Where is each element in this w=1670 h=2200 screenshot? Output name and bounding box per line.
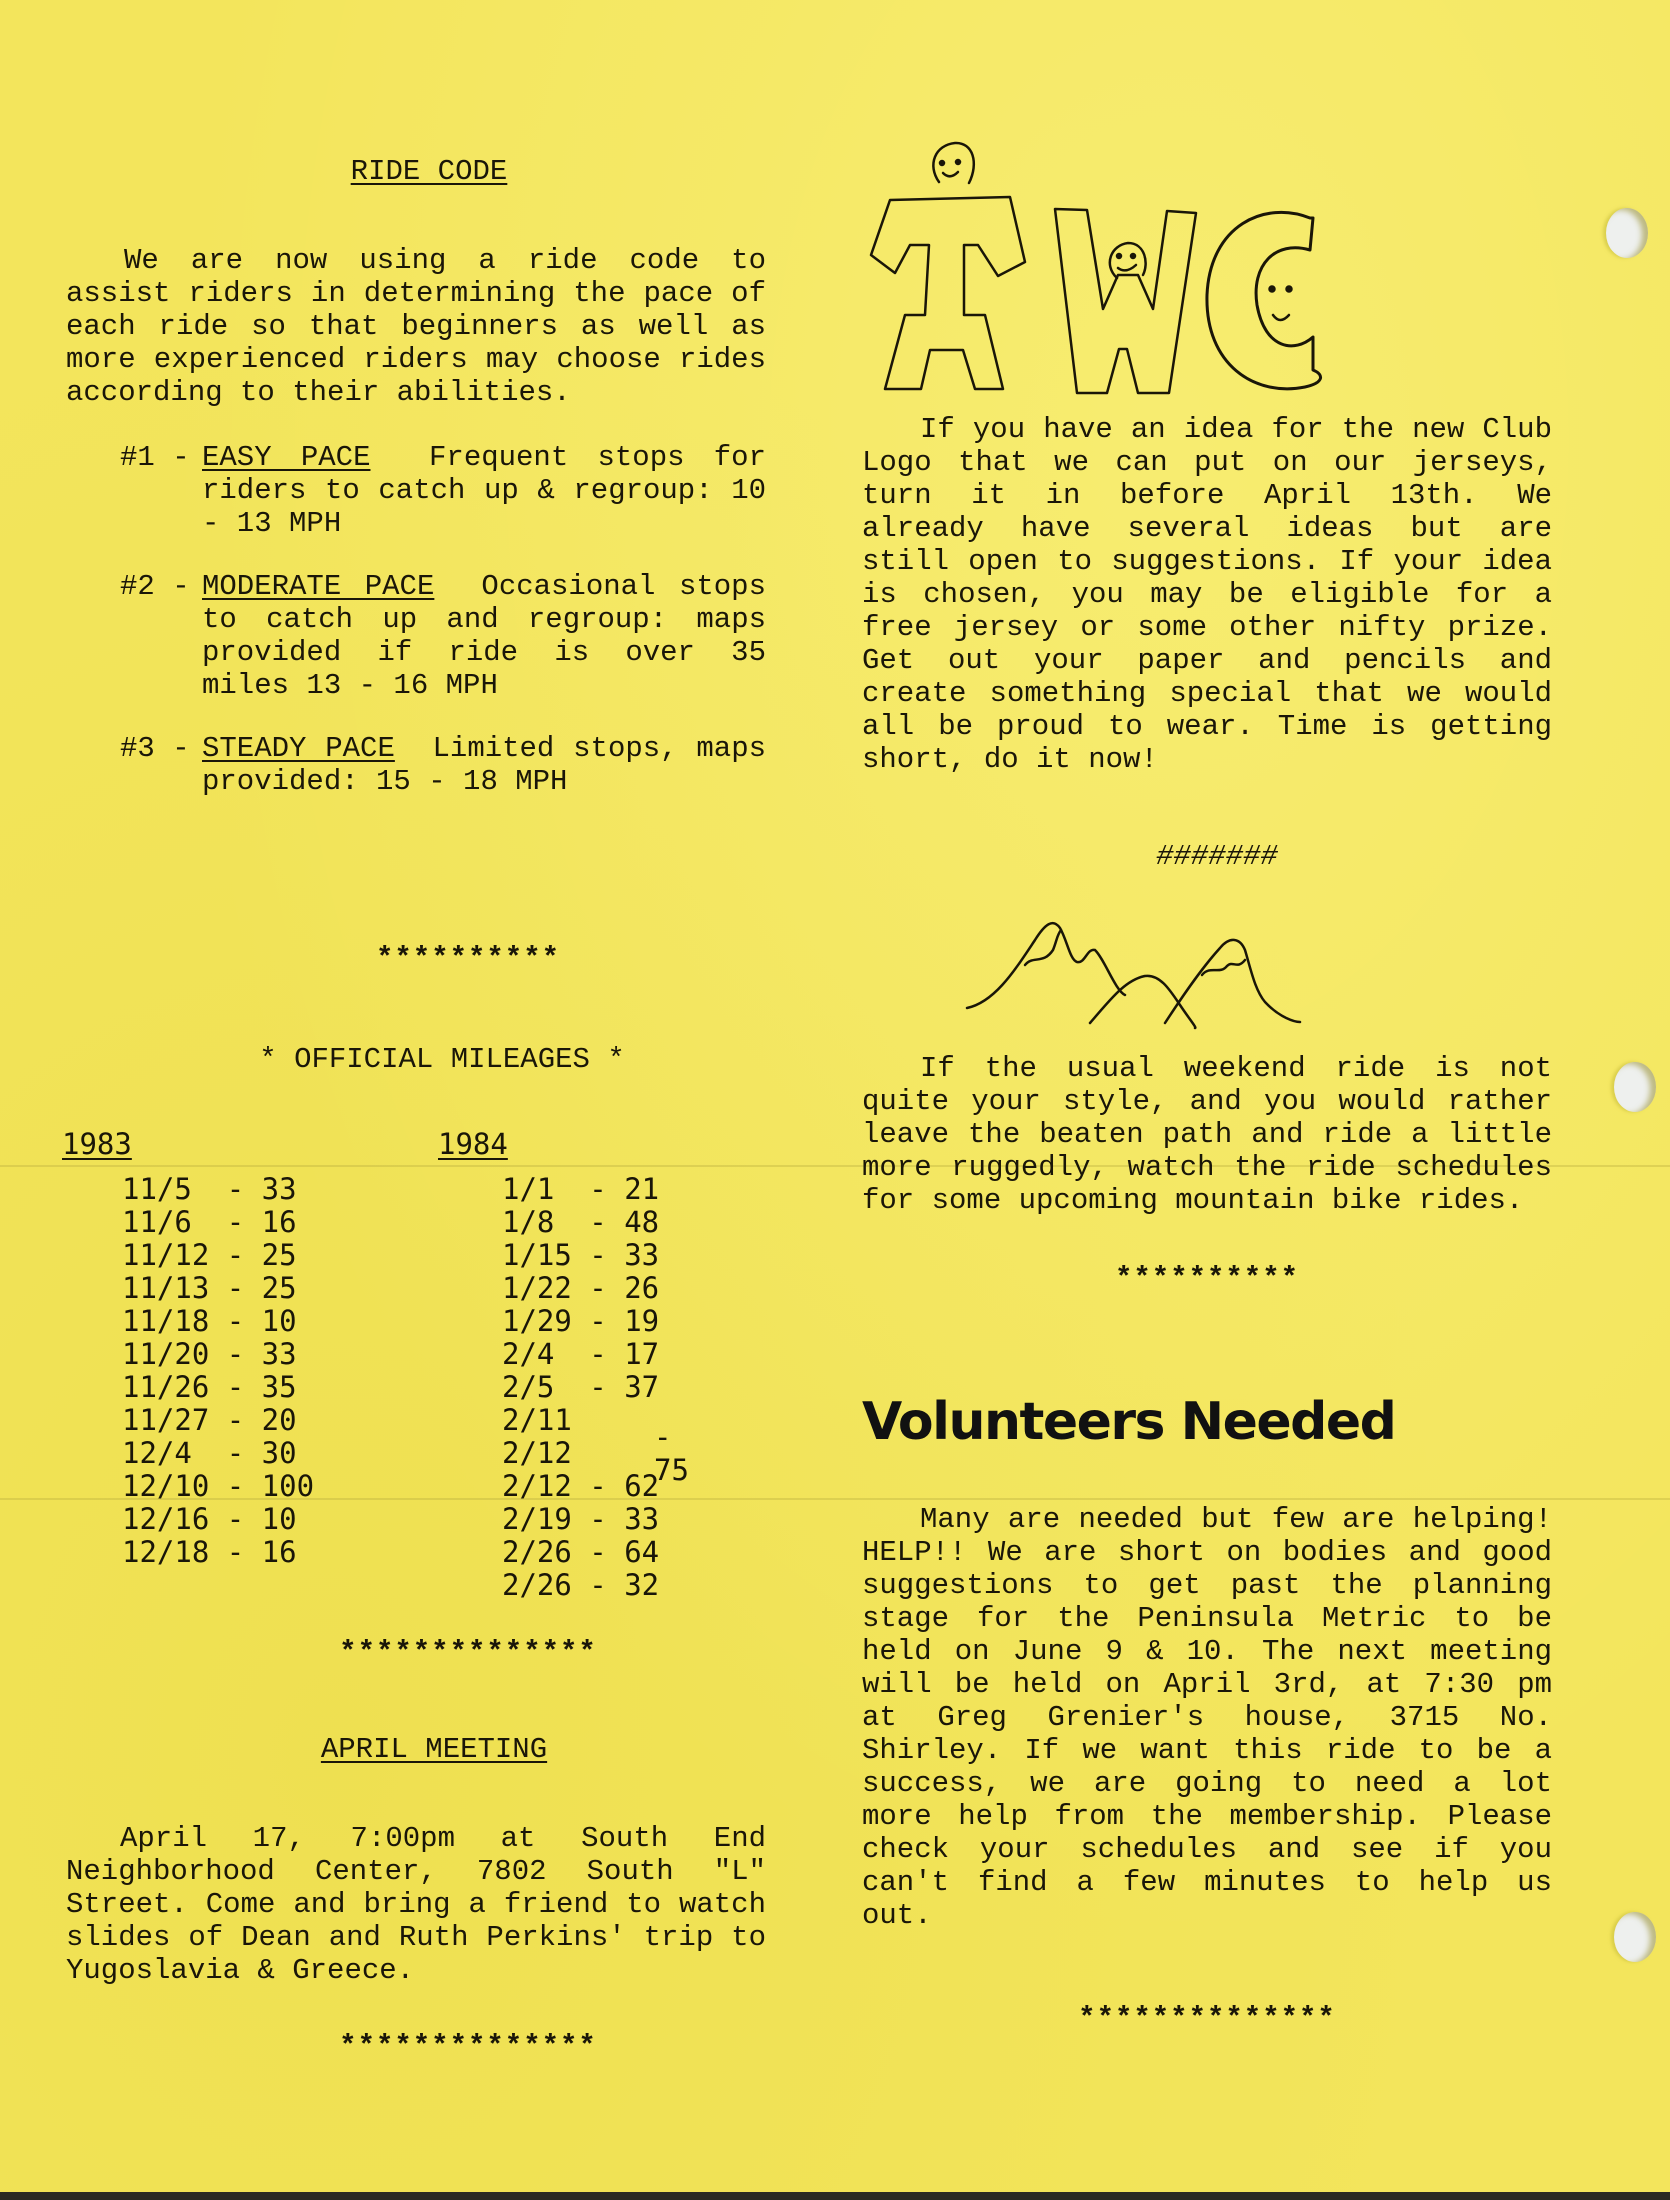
ride-code-title: RIDE CODE: [350, 155, 508, 188]
ride-code-section: [66, 155, 766, 828]
ride-code-number: #1 -: [120, 441, 190, 474]
mileage-row: 1/1 - 21: [502, 1172, 660, 1206]
ride-code-description: Occasional stops to catch up and regroup: maps provided if ride is over 35 miles 13 - 16 MPH: [202, 570, 766, 702]
separator-hashes: #######: [1156, 840, 1278, 873]
ride-code-name: EASY PACE: [202, 441, 371, 474]
mileage-row: 1/29 - 19: [502, 1304, 660, 1338]
mileages-year-1983: 1983: [62, 1127, 132, 1161]
mileage-row: 12/4 - 30: [122, 1436, 297, 1470]
separator-stars: **********: [1114, 1262, 1300, 1295]
separator-stars: **************: [1078, 2002, 1336, 2035]
ride-code-item: [66, 570, 766, 702]
twc-smiley-logo-icon: [855, 125, 1555, 405]
mileage-row: 11/13 - 25: [122, 1271, 297, 1305]
mileage-row: 11/20 - 33: [122, 1337, 297, 1371]
punch-hole-icon: [1606, 208, 1648, 258]
mileage-row: 11/26 - 35: [122, 1370, 297, 1404]
mileages-year-1984: 1984: [438, 1127, 508, 1161]
mountains-icon: [965, 910, 1325, 1030]
ride-code-description: Frequent stops for riders to catch up & regroup: 10 - 13 MPH: [202, 441, 766, 540]
mileage-row: 11/6 - 16: [122, 1205, 297, 1239]
mileage-row: 2/12: [502, 1436, 572, 1470]
mileage-row: 12/16 - 10: [122, 1502, 297, 1536]
mileage-combined-value: - 75: [654, 1420, 689, 1487]
ride-code-name: MODERATE PACE: [202, 570, 435, 603]
official-mileages-title: * OFFICIAL MILEAGES *: [259, 1043, 625, 1076]
separator-stars: **************: [339, 2030, 597, 2063]
mileage-row: 11/18 - 10: [122, 1304, 297, 1338]
mileage-row: 2/11: [502, 1403, 572, 1437]
volunteers-needed-heading: Volunteers Needed: [862, 1392, 1396, 1452]
mileage-row: 1/15 - 33: [502, 1238, 660, 1272]
mileage-row: 2/4 - 17: [502, 1337, 660, 1371]
mileage-row: 2/26 - 64: [502, 1535, 660, 1569]
ride-code-name: STEADY PACE: [202, 732, 395, 765]
april-meeting-body: April 17, 7:00pm at South End Neighborhood Center, 7802 South "L" Street. Come and bring a friend to watch slides of Dean and Ruth Perkins' trip to Yugoslavia & Greece.: [66, 1822, 766, 1987]
punch-hole-icon: [1614, 1062, 1656, 1112]
mileage-row: 12/10 - 100: [122, 1469, 315, 1503]
separator-stars: **************: [339, 1636, 597, 1669]
ride-code-item: [66, 441, 766, 540]
mileages-1984-list: [438, 1127, 689, 1602]
club-logo-notice-body: If you have an idea for the new Club Logo that we can put on our jerseys, turn it in before April 13th. We already have several ideas but are still open to suggestions. If your idea is chosen, you may be eligible for a free jersey or some other nifty prize. Get out your paper and pencils and create something special that we would all be proud to wear. Time is getting short, do it now!: [862, 413, 1552, 776]
mileage-row: 1/22 - 26: [502, 1271, 660, 1305]
april-meeting-title: APRIL MEETING: [320, 1733, 548, 1766]
mileage-row: 1/8 - 48: [502, 1205, 660, 1239]
ride-code-number: #3 -: [120, 732, 190, 765]
ride-code-item: [66, 732, 766, 798]
mileage-row: 11/5 - 33: [122, 1172, 297, 1206]
mileages-1983-list: [62, 1128, 314, 1569]
mileage-row: 2/26 - 32: [502, 1568, 660, 1602]
mileage-row: 11/12 - 25: [122, 1238, 297, 1272]
ride-code-intro: We are now using a ride code to assist riders in determining the pace of each ride so that beginners as well as more experienced riders may choose rides according to their abilities.: [66, 244, 766, 409]
volunteers-body: Many are needed but few are helping! HELP!! We are short on bodies and good suggestions to get past the planning stage for the Peninsula Metric to be held on June 9 & 10. The next meeting will be held on April 3rd, at 7:30 pm at Greg Grenier's house, 3715 No. Shirley. If we want this ride to be a success, we are going to need a lot more help from the membership. Please check your schedules and see if you can't find a few minutes to help us out.: [862, 1503, 1552, 1932]
mountain-bike-body: If the usual weekend ride is not quite your style, and you would rather leave the beaten path and ride a little more ruggedly, watch the ride schedules for some upcoming mountain bike rides.: [862, 1052, 1552, 1217]
mileage-row: 12/18 - 16: [122, 1535, 297, 1569]
ride-code-number: #2 -: [120, 570, 190, 603]
mileage-row: 2/19 - 33: [502, 1502, 660, 1536]
mileage-row: 11/27 - 20: [122, 1403, 297, 1437]
separator-stars: **********: [375, 942, 561, 975]
ride-code-description: Limited stops, maps provided: 15 - 18 MPH: [202, 732, 767, 798]
april-meeting-section: [66, 1733, 766, 1987]
punch-hole-icon: [1614, 1912, 1656, 1962]
mileage-row: 2/5 - 37: [502, 1370, 660, 1404]
mileage-row: 2/12 - 62: [502, 1469, 660, 1503]
